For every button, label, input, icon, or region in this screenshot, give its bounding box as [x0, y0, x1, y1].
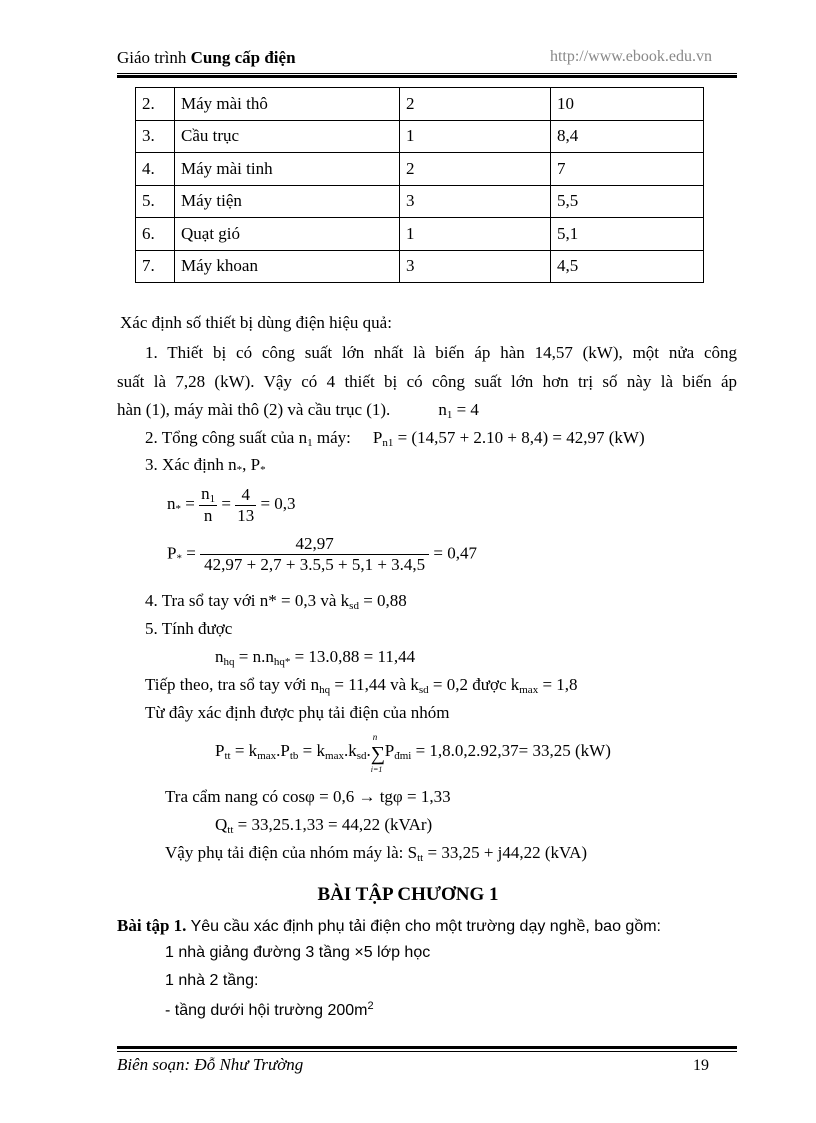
stt-line: Vậy phụ tải điện của nhóm máy là: $S_{tt} = 33,25 + j44,22$ (kVA)	[165, 843, 588, 864]
table-cell: 7.	[136, 250, 175, 283]
item3: 3. Xác định $n_*$, $P_*$	[145, 455, 266, 476]
header-title: Giáo trình Cung cấp điện	[117, 48, 296, 67]
item4: 4. Tra sổ tay với n* = 0,3 và $k_{sd} = 0,88$	[145, 591, 407, 612]
table-cell: 3	[400, 250, 551, 283]
item1-line2: suất là 7,28 (kW). Vậy có 4 thiết bị có công suất lớn hơn trị số này là biến áp	[117, 372, 737, 391]
table-cell: 2.	[136, 88, 175, 121]
table-row	[136, 250, 704, 283]
table-cell: 7	[551, 153, 704, 186]
table-cell: 4.	[136, 153, 175, 186]
table-cell: 4,5	[551, 250, 704, 283]
page-header	[117, 48, 712, 72]
table-cell: Máy khoan	[175, 250, 400, 283]
item1-line3: hàn (1), máy mài thô (2) và cầu trục (1). $n_1 = 4$	[117, 400, 479, 421]
nhq-line: $n_{hq} = n.n_{hq*} = 13.0,88 = 11,44$	[215, 647, 416, 668]
table-cell: Máy mài tinh	[175, 153, 400, 186]
table-cell: 3.	[136, 120, 175, 153]
table-cell: Máy tiện	[175, 185, 400, 218]
table-cell: Cầu trục	[175, 120, 400, 153]
ptt-equation: $P_{tt} = k_{max}.P_{tb} = k_{max}.k_{sd}.\sum$ n i=1 $P_{đmi} = 1,8.0,2.92,37= 33,25$ (kW)	[215, 732, 611, 774]
list-item-3: - tầng dưới hội trường $200m^2$	[165, 1000, 374, 1019]
header-url: http://www.ebook.edu.vn	[549, 48, 712, 65]
equipment-table	[135, 87, 704, 283]
item2: 2. Tổng công suất của $n_1$ máy: $P_{n1} = (14,57 + 2.10 + 8,4) = 42,97$ (kW)	[145, 428, 645, 449]
table-cell: 1	[400, 120, 551, 153]
table-cell: 8,4	[551, 120, 704, 153]
table-cell: 1	[400, 218, 551, 251]
exercise-1: Bài tập 1. Yêu cầu xác định phụ tải điện cho một trường dạy nghề, bao gồm:	[117, 916, 661, 935]
chapter-title: BÀI TẬP CHƯƠNG 1	[317, 884, 499, 905]
table-cell: 2	[400, 153, 551, 186]
item1-line1: 1. Thiết bị có công suất lớn nhất là biến áp hàn 14,57 (kW), một nửa công	[145, 343, 737, 362]
table-cell: 2	[400, 88, 551, 121]
footer-rule	[117, 1051, 737, 1052]
footer-rule-thick	[117, 1046, 737, 1049]
intro-text: Xác định số thiết bị dùng điện hiệu quả:	[120, 313, 392, 332]
table-row	[136, 185, 704, 218]
table-row	[136, 120, 704, 153]
eq-nstar: $n_*$ = $\frac{n_1}{n}$ = $\frac{4}{13}$ = 0,3	[167, 484, 296, 525]
footer-author: Biên soạn: Đỗ Như Trường	[117, 1055, 304, 1074]
table-cell: 5.	[136, 185, 175, 218]
list-item-2: 1 nhà 2 tầng:	[165, 972, 259, 989]
table-cell: Máy mài thô	[175, 88, 400, 121]
table-cell: 5,5	[551, 185, 704, 218]
item5: 5. Tính được	[145, 619, 233, 638]
next-line: Tiếp theo, tra sổ tay với $n_{hq} = 11,44$ và $k_{sd} = 0,2$ được $k_{max} = 1,8$	[145, 675, 578, 696]
table-cell: 6.	[136, 218, 175, 251]
list-item-1: 1 nhà giảng đường 3 tầng ×5 lớp học	[165, 944, 431, 961]
table-cell: 10	[551, 88, 704, 121]
header-rule-thick	[117, 75, 737, 78]
table-row	[136, 153, 704, 186]
qtt-line: $Q_{tt} = 33,25.1,33 = 44,22$ (kVAr)	[215, 815, 433, 836]
table-cell: 5,1	[551, 218, 704, 251]
header-rule	[117, 73, 737, 74]
eq-pstar: $P_*$ = $\frac{42,97}{42,97 + 2,7 + 3.5,5 + 5,1 + 3.4,5}$ = 0,47	[167, 534, 478, 574]
cos-line: Tra cẩm nang có cosφ = 0,6 → tgφ = 1,33	[165, 787, 451, 806]
table-cell: Quạt gió	[175, 218, 400, 251]
page-number: 19	[693, 1057, 709, 1074]
table-cell: 3	[400, 185, 551, 218]
table-row	[136, 218, 704, 251]
table-row	[136, 88, 704, 121]
from-here: Từ đây xác định được phụ tải điện của nhóm	[145, 703, 450, 722]
